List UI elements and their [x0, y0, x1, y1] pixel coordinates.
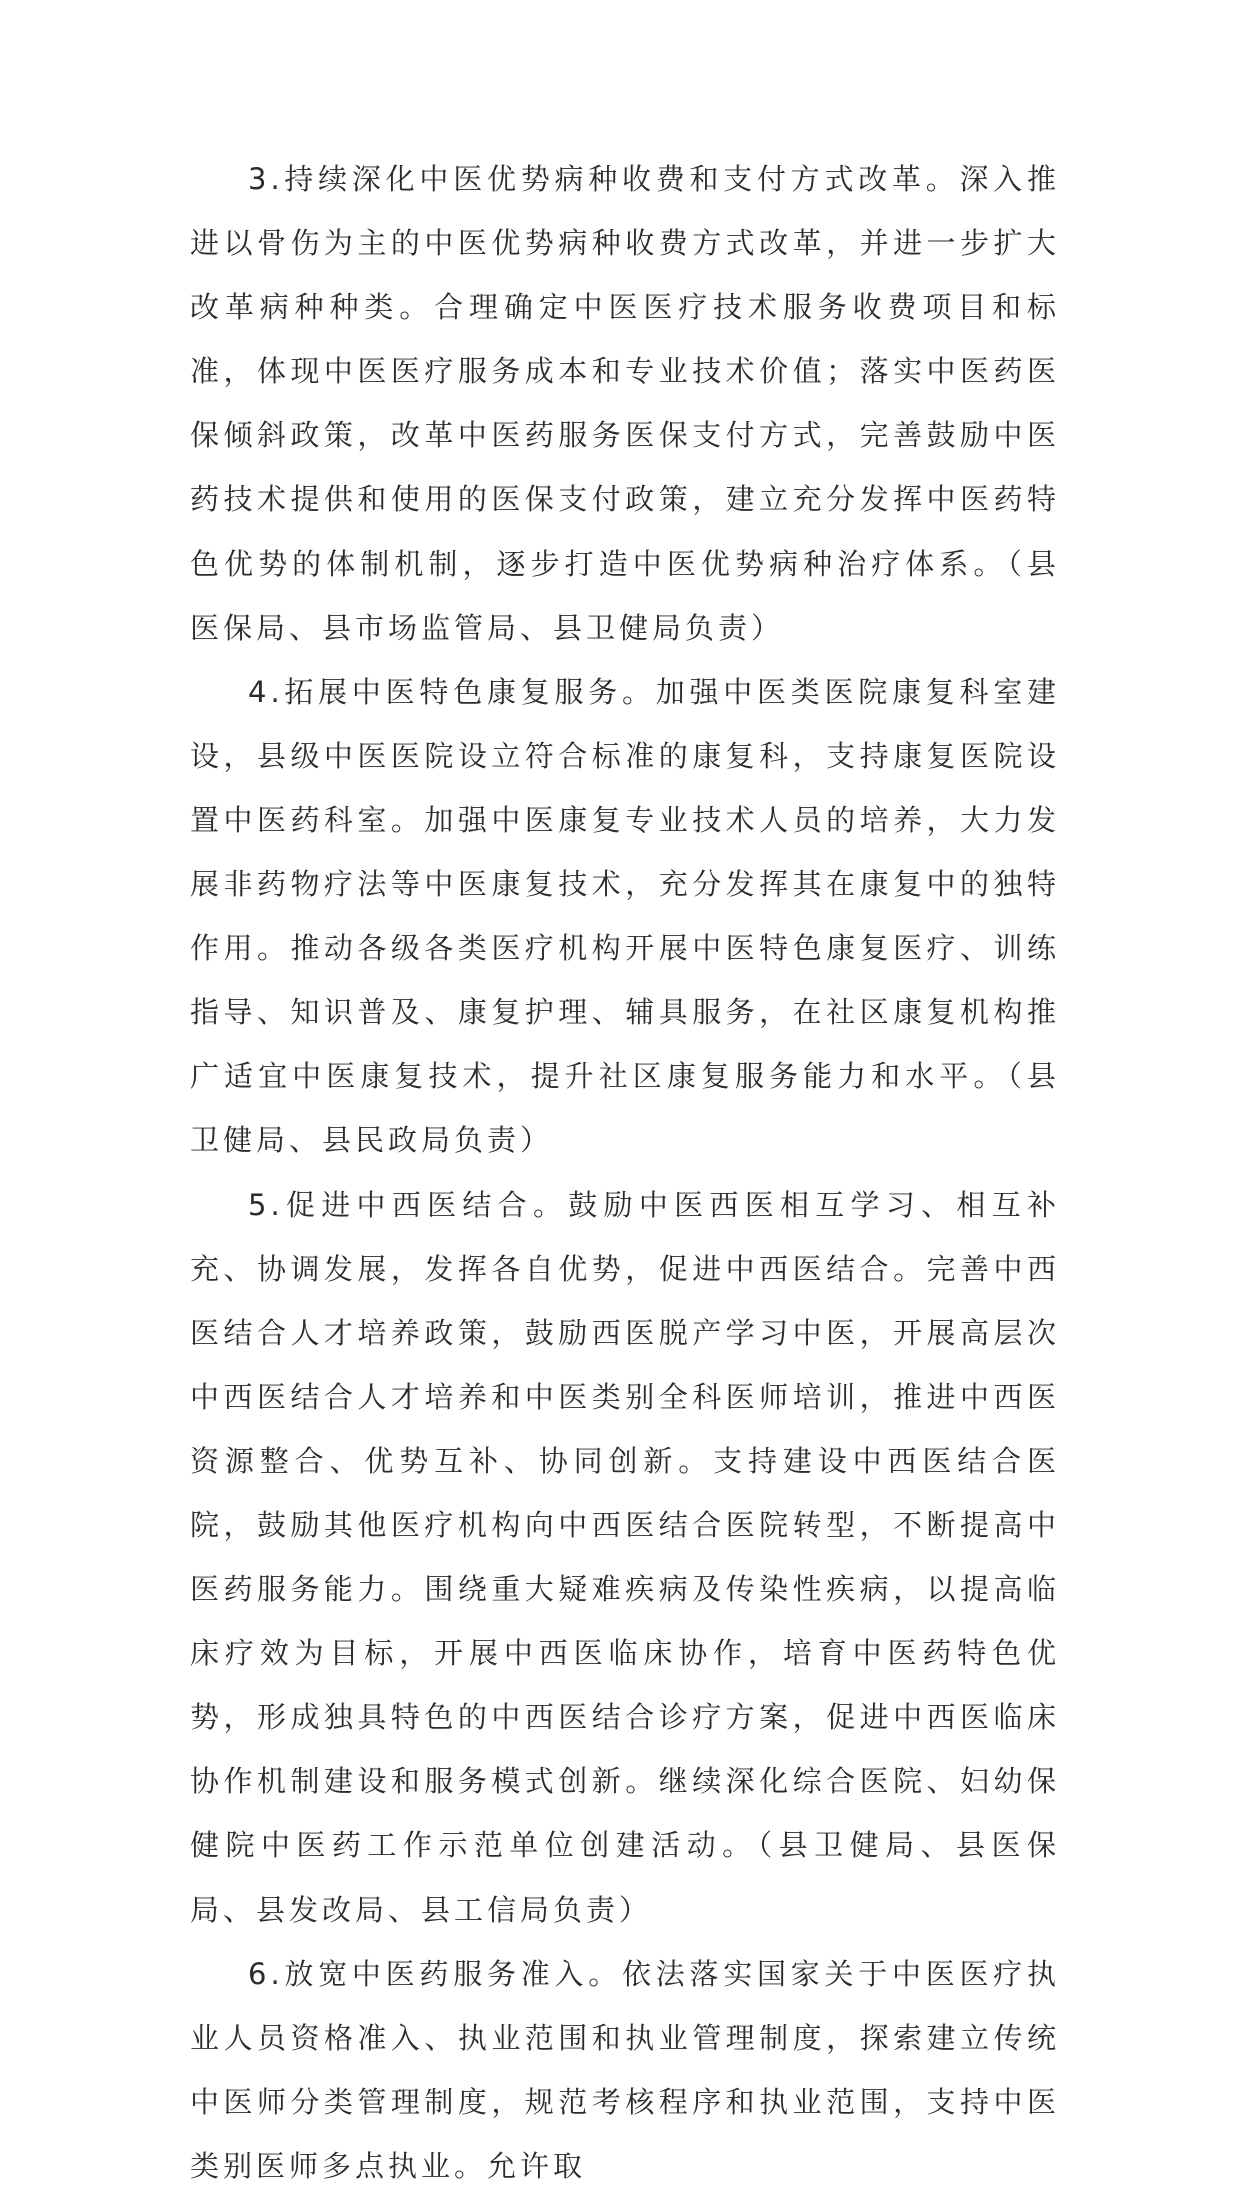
- paragraph-item-4: 4.拓展中医特色康复服务。加强中医类医院康复科室建设，县级中医医院设立符合标准的康复科，支持康复医院设置中医药科室。加强中医康复专业技术人员的培养，大力发展非药物疗法等中医康复技术，充分发挥其在康复中的独特作用。推动各级各类医疗机构开展中医特色康复医疗、训练指导、知识普及、康复护理、辅具服务，在社区康复机构推广适宜中医康复技术，提升社区康复服务能力和水平。（县卫健局、县民政局负责）: [190, 674, 1060, 1158]
- paragraph-item-5: 5.促进中西医结合。鼓励中医西医相互学习、相互补充、协调发展，发挥各自优势，促进中西医结合。完善中西医结合人才培养政策，鼓励西医脱产学习中医，开展高层次中西医结合人才培养和中医类别全科医师培训，推进中西医资源整合、优势互补、协同创新。支持建设中西医结合医院，鼓励其他医疗机构向中西医结合医院转型，不断提高中医药服务能力。围绕重大疑难疾病及传染性疾病，以提高临床疗效为目标，开展中西医临床协作，培育中医药特色优势，形成独具特色的中西医结合诊疗方案，促进中西医临床协作机制建设和服务模式创新。继续深化综合医院、妇幼保健院中医药工作示范单位创建活动。（县卫健局、县医保局、县发改局、县工信局负责）: [190, 1187, 1060, 1927]
- paragraph-item-6: 6.放宽中医药服务准入。依法落实国家关于中医医疗执业人员资格准入、执业范围和执业管理制度，探索建立传统中医师分类管理制度，规范考核程序和执业范围，支持中医类别医师多点执业。允许取: [190, 1956, 1060, 2183]
- paragraph-item-3: 3.持续深化中医优势病种收费和支付方式改革。深入推进以骨伤为主的中医优势病种收费方式改革，并进一步扩大改革病种种类。合理确定中医医疗技术服务收费项目和标准，体现中医医疗服务成本和专业技术价值；落实中医药医保倾斜政策，改革中医药服务医保支付方式，完善鼓励中医药技术提供和使用的医保支付政策，建立充分发挥中医药特色优势的体制机制，逐步打造中医优势病种治疗体系。（县医保局、县市场监管局、县卫健局负责）: [190, 162, 1060, 645]
- document-body: [190, 147, 1060, 2198]
